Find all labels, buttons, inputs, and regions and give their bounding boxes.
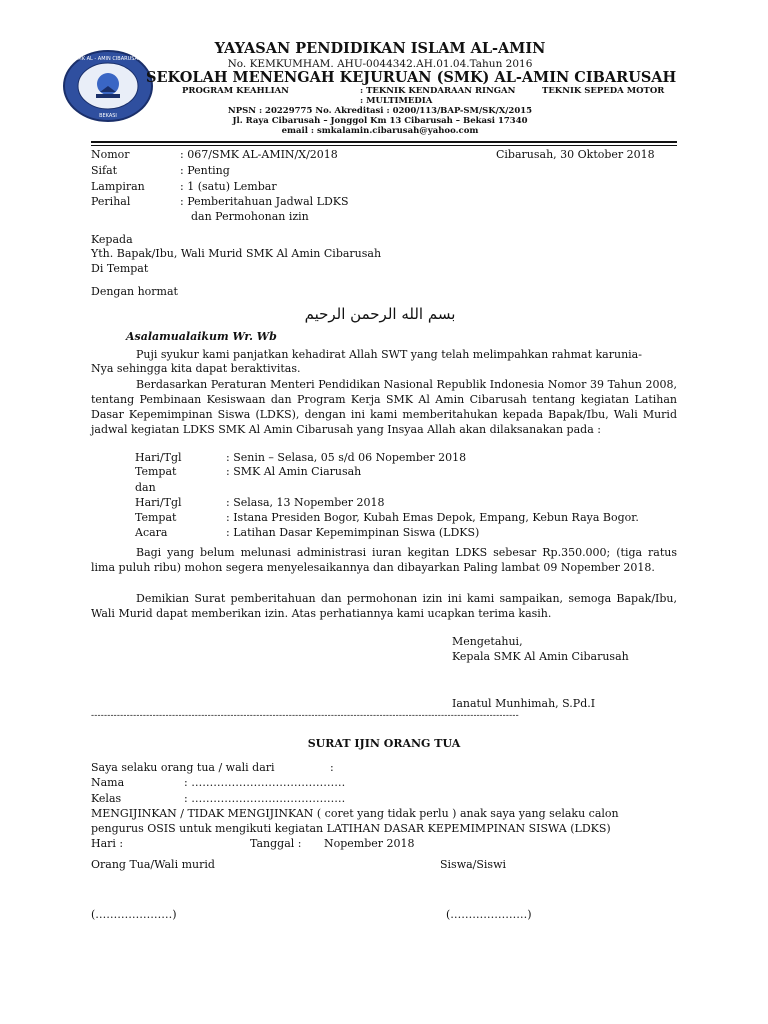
recipient-place: Di Tempat [91,262,149,275]
program-1: : TEKNIK KENDARAAN RINGAN [360,86,516,96]
student-signature-line[interactable]: (…………………) [446,908,532,921]
acknowledge-label: Mengetahui, [452,635,523,648]
paragraph-1-line-2: Nya sehingga kita dapat beraktivitas. [91,362,301,375]
paragraph-3: Bagi yang belum melunasi administrasi iuran kegitan LDKS sebesar Rp.350.000; (tiga ratus lima puluh ribu) mohon segera menyelesaikannya dan dibayarkan Paling lambat 09 Nopember 2018. [91,546,677,574]
consent-line-2: pengurus OSIS untuk mengikuti kegiatan LATIHAN DASAR KEPEMIMPINAN SISWA (LDKS) [91,822,611,835]
nomor-value: : 067/SMK AL-AMIN/X/2018 [180,148,338,161]
schedule-1-label: Hari/Tgl [135,451,182,464]
header-divider-thin [91,145,677,146]
decree-number: No. KEMKUMHAM. AHU-0044342.AH.01.04.Tahun 2016 [227,58,533,70]
lampiran-label: Lampiran [91,180,145,193]
perihal-label: Perihal [91,195,131,208]
signatory-role: Kepala SMK Al Amin Cibarusah [452,650,629,663]
perihal-value: : Pemberitahuan Jadwal LDKS [180,195,349,208]
paragraph-4: Demikian Surat pemberitahuan dan permohonan izin ini kami sampaikan, semoga Bapak/Ibu, Wali Murid dapat memberikan izin. Atas perhatiannya kami ucapkan terima kasih. [91,592,677,620]
school-name: SEKOLAH MENENGAH KEJURUAN (SMK) AL-AMIN CIBARUSAH [146,69,677,86]
npsn-accreditation: NPSN : 20229775 No. Akreditasi : 0200/113/BAP-SM/SK/X/2015 [227,106,533,116]
paragraph-1-line-1: Puji syukur kami panjatkan kehadirat Allah SWT yang telah melimpahkan rahmat karunia- [136,348,642,361]
schedule-3-value: : Selasa, 13 Nopember 2018 [226,496,385,509]
school-address: Jl. Raya Cibarusah – Jonggol Km 13 Cibarusah – Bekasi 17340 [232,116,528,126]
header-divider-thick [91,141,677,143]
form-nama-label: Nama [91,776,125,789]
paragraph-2: Berdasarkan Peraturan Menteri Pendidikan Nasional Republik Indonesia Nomor 39 Tahun 2008, tentang Pembinaan Kesiswaan dan Program Kerja SMK Al Amin Cibarusah tentang kegiatan Latihan Dasar Kepemimpinan Siswa (LDKS), dengan ini kami memberitahukan kepada Bapak/Ibu, Wali Murid jadwal kegiatan LDKS SMK Al Amin Cibarusah yang Insyaa Allah akan dilaksanakan pada : [91,378,677,436]
form-hari-label: Hari : [91,837,124,850]
schedule-2-value: : SMK Al Amin Ciarusah [226,465,362,478]
parent-signature-label: Orang Tua/Wali murid [91,858,215,871]
parent-signature-line[interactable]: (…………………) [91,908,177,921]
lampiran-value: : 1 (satu) Lembar [180,180,277,193]
foundation-name: YAYASAN PENDIDIKAN ISLAM AL-AMIN [214,40,546,57]
recipient-to: Kepada [91,233,133,246]
sifat-value: : Penting [180,164,230,177]
school-email: email : smkalamin.cibarusah@yahoo.com [281,126,479,136]
form-tanggal-label: Tanggal : [250,837,302,850]
greeting: Dengan hormat [91,285,178,298]
schedule-4-label: Tempat [135,511,177,524]
form-intro-colon: : [330,761,334,774]
schedule-3-label: Hari/Tgl [135,496,182,509]
bismillah-calligraphy: بسم الله الرحمن الرحيم [304,305,456,323]
form-intro: Saya selaku orang tua / wali dari [91,761,275,774]
form-title: SURAT IJIN ORANG TUA [307,737,461,750]
schedule-2-label: Tempat [135,465,177,478]
logo-text-top: SMK AL - AMIN CIBARUSAH [74,56,142,62]
student-signature-label: Siswa/Siswi [440,858,507,871]
schedule-4-value: : Istana Presiden Bogor, Kubah Emas Depok, Empang, Kebun Raya Bogor. [226,511,639,524]
nomor-label: Nomor [91,148,130,161]
program-3: : MULTIMEDIA [360,96,433,106]
schedule-and: dan [135,481,156,494]
perihal-value-2: dan Permohonan izin [191,210,309,223]
school-logo [62,48,154,124]
cut-line: ------------------------------------------------------------------------------------------------------------------------------------ [91,711,519,721]
recipient-name: Yth. Bapak/Ibu, Wali Murid SMK Al Amin Cibarusah [91,247,382,260]
form-nama-field[interactable]: : …………………………………… [184,776,346,789]
salam: Asalamualaikum Wr. Wb [126,330,277,343]
form-tanggal-value: Nopember 2018 [324,837,415,850]
logo-text-bottom: BEKASI [99,113,117,119]
sifat-label: Sifat [91,164,118,177]
schedule-5-value: : Latihan Dasar Kepemimpinan Siswa (LDKS) [226,526,480,539]
form-kelas-label: Kelas [91,792,122,805]
signatory-name: Ianatul Munhimah, S.Pd.I [452,697,596,710]
schedule-1-value: : Senin – Selasa, 05 s/d 06 Nopember 2018 [226,451,467,464]
place-date: Cibarusah, 30 Oktober 2018 [496,148,655,161]
form-kelas-field[interactable]: : …………………………………… [184,792,346,805]
program-label: PROGRAM KEAHLIAN [182,86,289,96]
program-2: TEKNIK SEPEDA MOTOR [542,86,665,96]
schedule-5-label: Acara [135,526,168,539]
consent-line-1: MENGIJINKAN / TIDAK MENGIJINKAN ( coret yang tidak perlu ) anak saya yang selaku calon [91,807,619,820]
